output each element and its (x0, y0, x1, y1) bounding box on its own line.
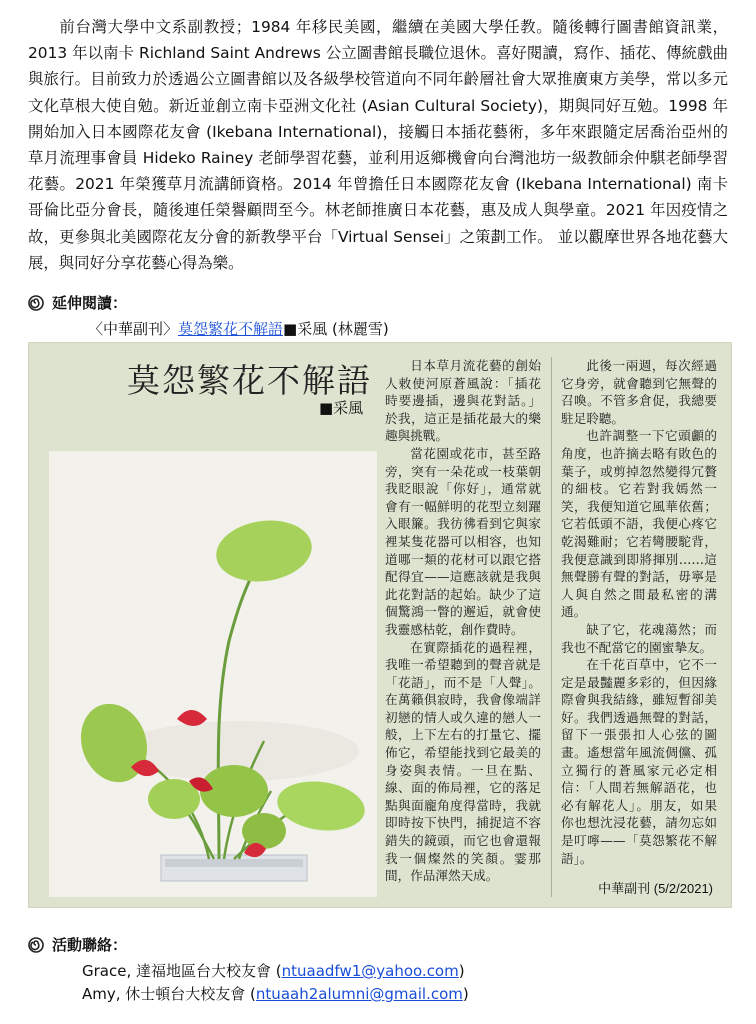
clipping-paragraph: 缺了它，花魂蕩然；而我也不配當它的園蜜摯友。 (561, 621, 717, 655)
clipping-title: 莫怨繁花不解語 (127, 361, 372, 400)
clipping-source: 中華副刊 (5/2/2021) (598, 881, 713, 896)
clipping-paragraph: 此後一兩週，每次經過它身旁，就會聽到它無聲的召喚。不管多倉促，我總要駐足聆聽。 (561, 358, 717, 426)
reference-line (88, 318, 389, 339)
reading-heading (28, 292, 127, 313)
clipping-paragraph: 在實際插花的過程裡，我唯一希望聽到的聲音就是「花語」，而不是「人聲」。在萬籟俱寂時，我會像端詳初戀的情人或久違的戀人一般，上下左右的打量它、擺佈它，希望能找到它最美的身姿與表情。一旦在點、線、面的佈局裡，它的落足點與面龐角度得當時，我就即時按下快門，捕捉這不容錯失的鏡頭，而它也會還報我一個燦然的笑顏。霎那間，作品渾然天成。 (385, 639, 541, 884)
clipping-column-1 (385, 357, 541, 897)
clipping-paragraph: 在千花百草中，它不一定是最豔麗多彩的，但因緣際會與我結緣，雖短暫卻美好。我們透過無聲的對話，留下一張張扣人心弦的圖畫。遙想當年風流倜儻、孤立獨行的蒼風家元必定相信：「人間若無解語花，也必有解花人」。朋友，如果你也想沈浸花藝，請勿忘如是叮嚀——「莫怨繁花不解語」。 (561, 657, 717, 866)
email-link[interactable]: ntuaadfw1@yahoo.com (281, 962, 459, 980)
clipping-paragraph: 當花園或花市，甚至路旁，突有一朵花或一枝葉朝我眨眼說「你好」，通常就會有一幅鮮明的花型立刻躍入眼簾。我彷彿看到它與家裡某隻花器可以相容，也知道哪一類的花材可以跟它搭配得宜——這應該就是我與此花對話的起始。缺少了這個驚鴻一瞥的邂逅，就會使我靈感枯乾，創作費時。 (385, 445, 541, 637)
swirl-icon (28, 937, 44, 953)
column-divider (551, 357, 552, 897)
reading-heading-text: 延伸閱讀： (52, 294, 128, 312)
clipping-paragraph: 日本草月流花藝的創始人敕使河原蒼風說：「插花時要邊插，邊與花對話。」於我，這正是插花最大的樂趣與挑戰。 (385, 358, 541, 444)
contact-item (82, 960, 465, 981)
reference-author: ■采風 (林麗雪) (283, 320, 389, 338)
contact-label: Amy, 休士頓台大校友會 ( (82, 985, 256, 1003)
clipping-author: ■采風 (319, 399, 364, 417)
article-link[interactable]: 莫怨繁花不解語 (178, 320, 284, 338)
contact-close: ) (462, 985, 469, 1003)
clipping-column-2 (561, 357, 717, 897)
contact-heading-text: 活動聯絡： (52, 936, 128, 954)
swirl-icon (28, 295, 44, 311)
clipping-paragraph: 也許調整一下它頭顱的角度，也許摘去略有敗色的葉子，或剪掉忽然變得冗贅的細枝。它若對我嫣然一笑，我便知道它風華依舊；它若低頭不語，我便心疼它乾渴難耐；它若彎腰駝背，我便意識到即將揮別……這無聲勝有聲的對話，毋寧是人與自然之間最私密的溝通。 (561, 428, 717, 620)
bio-text: 前台灣大學中文系副教授；1984 年移民美國，繼續在美國大學任教。隨後轉行圖書館資訊業，2013 年以南卡 Richland Saint Andrews 公立圖書館長職位退休。喜好閱讀，寫作、插花、傳統戲曲與旅行。目前致力於透過公立圖書館以及各級學校管道向不同年齡層社會大眾推廣東方美學，常以多元文化草根大使自勉。新近並創立南卡亞洲文化社 (Asian Cultural Society)，期與同好互勉。1998 年開始加入日本國際花友會 (Ikebana International)，接觸日本插花藝術，多年來跟隨定居喬治亞州的草月流理事會員 Hideko Rainey 老師學習花藝，並利用返鄉機會向台灣池坊一級教師余仲騏老師學習花藝。2021 年榮獲草月流講師資格。2014 年曾擔任日本國際花友會 (Ikebana International) 南卡哥倫比亞分會長，隨後連任榮譽顧問至今。林老師推廣日本花藝，惠及成人與學童。2021 年因疫情之故，更參與北美國際花友分會的新教學平台「Virtual Sensei」之策劃工作。 並以觀摩世界各地花藝大展，與同好分享花藝心得為樂。 (28, 18, 728, 272)
newspaper-clipping (28, 342, 732, 908)
email-link[interactable]: ntuaah2alumni@gmail.com (255, 985, 463, 1003)
contact-label: Grace, 達福地區台大校友會 ( (82, 962, 282, 980)
ikebana-photo (49, 451, 377, 897)
contact-close: ) (458, 962, 465, 980)
contact-item (82, 983, 469, 1004)
reference-prefix: 〈中華副刊〉 (88, 320, 179, 338)
bio-paragraph (28, 14, 728, 276)
contact-heading (28, 934, 127, 955)
